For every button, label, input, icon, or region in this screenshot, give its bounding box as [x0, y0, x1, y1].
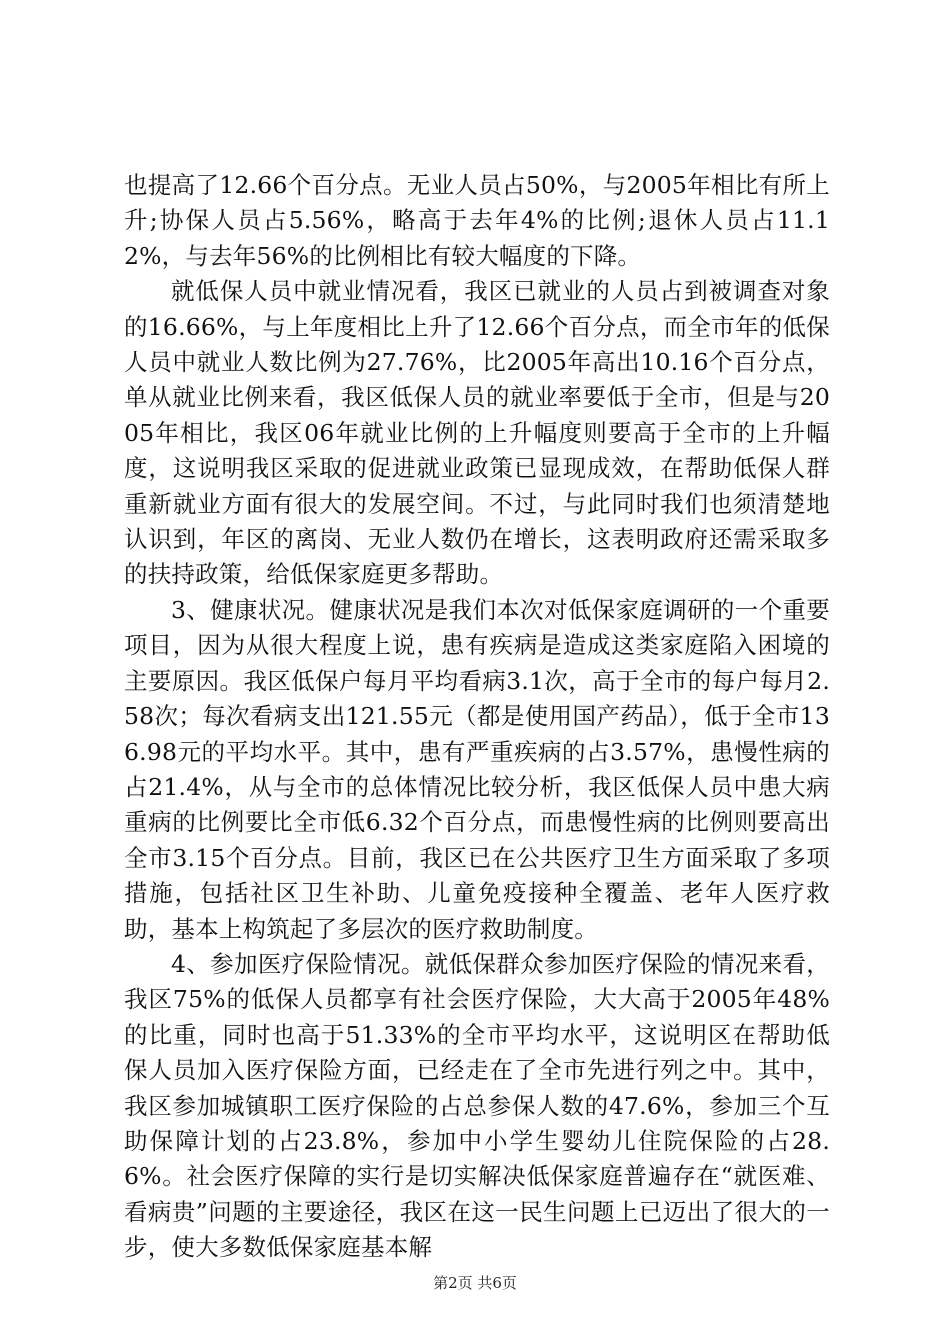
- page-number-footer: 第2页 共6页: [433, 1274, 517, 1292]
- paragraph-health-status: 3、健康状况。健康状况是我们本次对低保家庭调研的一个重要项目，因为从很大程度上说，患有疾病是造成这类家庭陷入困境的主要原因。我区低保户每月平均看病3.1次，高于全市的每户每月2.58次；每次看病支出121.55元（都是使用国产药品），低于全市136.98元的平均水平。其中，患有严重疾病的占3.57%，患慢性病的占21.4%，从与全市的总体情况比较分析，我区低保人员中患大病重病的比例要比全市低6.32个百分点，而患慢性病的比例则要高出全市3.15个百分点。目前，我区已在公共医疗卫生方面采取了多项措施，包括社区卫生补助、儿童免疫接种全覆盖、老年人医疗救助，基本上构筑起了多层次的医疗救助制度。: [124, 595, 830, 943]
- document-body: [124, 168, 830, 1266]
- paragraph-medical-insurance: 4、参加医疗保险情况。就低保群众参加医疗保险的情况来看，我区75%的低保人员都享有社会医疗保险，大大高于2005年48%的比重，同时也高于51.33%的全市平均水平，这说明区在帮助低保人员加入医疗保险方面，已经走在了全市先进行列之中。其中，我区参加城镇职工医疗保险的占总参保人数的47.6%，参加三个互助保障计划的占23.8%，参加中小学生婴幼儿住院保险的占28.6%。社会医疗保障的实行是切实解决低保家庭普遍存在“就医难、看病贵”问题的主要途径，我区在这一民生问题上已迈出了很大的一步，使大多数低保家庭基本解: [124, 949, 830, 1262]
- paragraph-continuation: 也提高了12.66个百分点。无业人员占50%，与2005年相比有所上升;协保人员占5.56%，略高于去年4%的比例;退休人员占11.12%，与去年56%的比例相比有较大幅度的下降。: [124, 171, 830, 270]
- paragraph-employment: 就低保人员中就业情况看，我区已就业的人员占到被调查对象的16.66%，与上年度相比上升了12.66个百分点，而全市年的低保人员中就业人数比例为27.76%，比2005年高出10.16个百分点，单从就业比例来看，我区低保人员的就业率要低于全市，但是与2005年相比，我区06年就业比例的上升幅度则要高于全市的上升幅度，这说明我区采取的促进就业政策已显现成效，在帮助低保人群重新就业方面有很大的发展空间。不过，与此同时我们也须清楚地认识到，年区的离岗、无业人数仍在增长，这表明政府还需采取多的扶持政策，给低保家庭更多帮助。: [124, 277, 830, 589]
